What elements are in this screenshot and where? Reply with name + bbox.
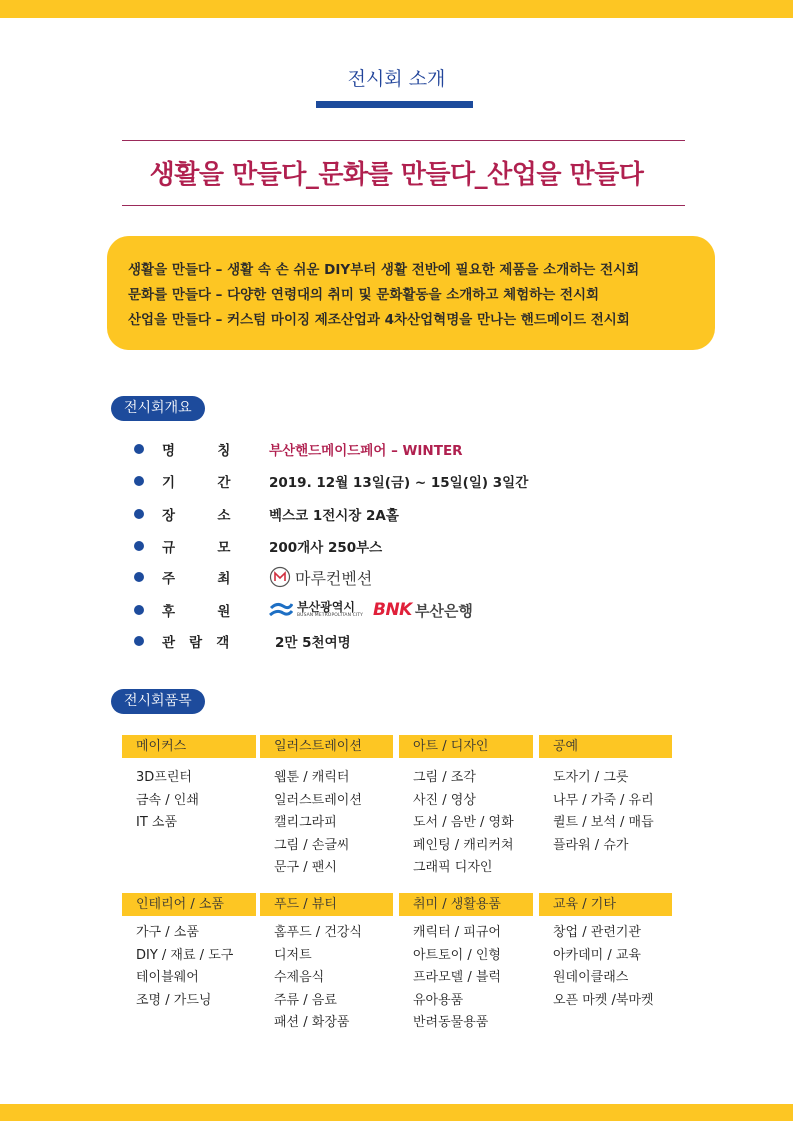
category-header: 메이커스 xyxy=(122,735,256,758)
bullet-icon xyxy=(134,572,144,582)
list-item: 주류 / 음료 xyxy=(274,992,337,1008)
items-label: 전시회품목 xyxy=(111,689,205,714)
list-item: 아트토이 / 인형 xyxy=(413,947,501,963)
list-item: 그래픽 디자인 xyxy=(413,860,493,876)
category-list xyxy=(274,767,362,880)
category-header: 취미 / 생활용품 xyxy=(399,893,533,916)
busan-logo-text: 부산광역시 xyxy=(297,600,355,615)
category-header: 인테리어 / 소품 xyxy=(122,893,256,916)
list-item: 페인팅 / 캐리커쳐 xyxy=(413,837,514,853)
list-item: 그림 / 조각 xyxy=(413,770,476,785)
overview-key: 주 최 xyxy=(162,571,231,587)
overview-value: 부산핸드메이드페어 – WINTER xyxy=(269,443,463,459)
overview-row-name xyxy=(134,438,463,460)
list-item: 가구 / 소품 xyxy=(136,925,199,940)
busan-logo xyxy=(297,601,363,619)
overview-value: 200개사 250부스 xyxy=(269,540,383,556)
section-title: 전시회 소개 xyxy=(347,68,446,90)
list-item: 도서 / 음반 / 영화 xyxy=(413,815,514,831)
list-item: 원데이클래스 xyxy=(553,970,629,986)
list-item: 도자기 / 그릇 xyxy=(553,770,629,785)
category-list xyxy=(553,922,654,1012)
category-list xyxy=(553,767,654,857)
list-item: 디저트 xyxy=(274,947,312,963)
intro-box xyxy=(107,236,715,350)
busan-logo-icon xyxy=(269,600,293,620)
list-item: 그림 / 손글씨 xyxy=(274,837,350,853)
overview-value: 2019. 12월 13일(금) ~ 15일(일) 3일간 xyxy=(269,475,529,491)
bnk-logo-text: 부산은행 xyxy=(414,601,473,620)
overview-row-host xyxy=(134,566,372,588)
list-item: 유아용품 xyxy=(413,992,464,1008)
sponsor-logos xyxy=(269,600,473,621)
overview-key: 규 모 xyxy=(162,540,231,556)
list-item: 캘리그라피 xyxy=(274,815,337,831)
list-item: 수제음식 xyxy=(274,970,325,986)
overview-row-period xyxy=(134,470,528,492)
list-item: 금속 / 인쇄 xyxy=(136,792,199,808)
category-list xyxy=(413,922,501,1035)
list-item: 창업 / 관련기관 xyxy=(553,925,641,940)
bullet-icon xyxy=(134,636,144,646)
list-item: 홈푸드 / 건강식 xyxy=(274,925,362,940)
bullet-icon xyxy=(134,476,144,486)
list-item: 아카데미 / 교육 xyxy=(553,947,641,963)
overview-row-sponsor xyxy=(134,599,473,621)
overview-row-venue xyxy=(134,503,399,525)
list-item: IT 소품 xyxy=(136,815,178,831)
intro-line: 산업을 만들다 – 커스텀 마이징 제조산업과 4차산업혁명을 만나는 핸드메이드 전시회 xyxy=(128,312,630,328)
maru-logo-icon xyxy=(269,566,291,588)
list-item: 문구 / 팬시 xyxy=(274,860,337,876)
list-item: DIY / 재료 / 도구 xyxy=(136,947,234,963)
bullet-icon xyxy=(134,444,144,454)
headline-rule-top xyxy=(122,140,685,141)
overview-key: 후 원 xyxy=(162,604,231,620)
category-header: 공예 xyxy=(539,735,672,758)
overview-row-visitors xyxy=(134,630,351,652)
overview-label: 전시회개요 xyxy=(111,396,205,421)
maru-logo-text: 마루컨벤션 xyxy=(295,568,373,588)
category-list xyxy=(413,767,514,880)
bullet-icon xyxy=(134,605,144,615)
bottom-color-bar xyxy=(0,1104,793,1121)
list-item: 나무 / 가죽 / 유리 xyxy=(553,792,654,808)
intro-line: 문화를 만들다 – 다양한 연령대의 취미 및 문화활동을 소개하고 체험하는 전시회 xyxy=(128,287,600,303)
list-item: 오픈 마켓 /북마켓 xyxy=(553,992,654,1008)
list-item: 테이블웨어 xyxy=(136,970,199,986)
intro-line: 생활을 만들다 – 생활 속 손 쉬운 DIY부터 생활 전반에 필요한 제품을 소개하는 전시회 xyxy=(128,262,640,278)
list-item: 퀼트 / 보석 / 매듭 xyxy=(553,815,654,831)
category-list xyxy=(136,922,233,1012)
overview-value: 벡스코 1전시장 2A홀 xyxy=(269,508,399,524)
category-header: 푸드 / 뷰티 xyxy=(260,893,393,916)
headline: 생활을 만들다_문화를 만들다_산업을 만들다 xyxy=(149,160,644,190)
category-header: 아트 / 디자인 xyxy=(399,735,533,758)
overview-row-scale xyxy=(134,535,382,557)
overview-key: 장 소 xyxy=(162,508,231,524)
list-item: 3D프린터 xyxy=(136,770,192,785)
list-item: 웹툰 / 캐릭터 xyxy=(274,770,350,785)
overview-value: 2만 5천여명 xyxy=(275,635,351,651)
list-item: 일러스트레이션 xyxy=(274,792,362,808)
busan-logo-subtext: BUSAN METROPOLITAN CITY xyxy=(297,613,363,619)
bnk-logo: BNK xyxy=(372,600,412,620)
category-list xyxy=(136,767,199,835)
top-color-bar xyxy=(0,0,793,18)
list-item: 조명 / 가드닝 xyxy=(136,992,212,1008)
bullet-icon xyxy=(134,541,144,551)
maru-convention-logo xyxy=(269,566,372,589)
list-item: 캐릭터 / 피규어 xyxy=(413,925,501,940)
category-header: 일러스트레이션 xyxy=(260,735,393,758)
list-item: 사진 / 영상 xyxy=(413,792,476,808)
list-item: 프라모델 / 블럭 xyxy=(413,970,501,986)
overview-key: 명 칭 xyxy=(162,443,231,459)
bullet-icon xyxy=(134,509,144,519)
category-header: 교육 / 기타 xyxy=(539,893,672,916)
overview-key: 관 람 객 xyxy=(162,635,230,651)
title-underline xyxy=(316,101,473,108)
list-item: 패션 / 화장품 xyxy=(274,1015,350,1031)
headline-rule-bottom xyxy=(122,205,685,206)
list-item: 플라워 / 슈가 xyxy=(553,837,629,853)
category-list xyxy=(274,922,362,1035)
list-item: 반려동물용품 xyxy=(413,1015,489,1031)
overview-key: 기 간 xyxy=(162,475,231,491)
